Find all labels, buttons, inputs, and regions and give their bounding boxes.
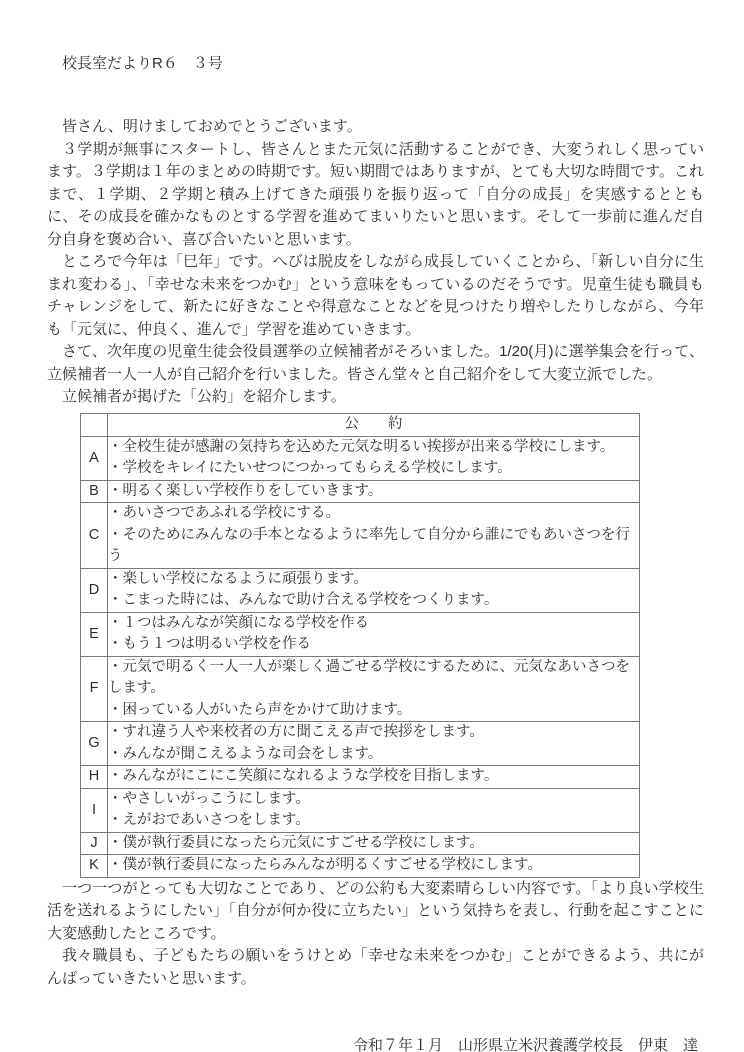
pledge-line: ・１つはみんなが笑顔になる学校を作る [108,614,369,631]
table-row [81,436,640,480]
candidate-label: F [81,656,108,722]
candidate-label: I [81,788,108,832]
pledge-line: ・みんなが聞こえるような司会をします。 [108,745,383,762]
pledge-line: ・全校生徒が感謝の気持ちを込めた元気な明るい挨拶が出来る学校にします。 [108,438,615,455]
pledge-line: ・僕が執行委員になったらみんなが明るくすごせる学校にします。 [108,857,542,873]
candidate-label: K [81,855,108,878]
pledge-cell [108,855,640,878]
pledge-line: ・楽しい学校になるように頑張ります。 [108,570,368,587]
pledge-line: ・学校をキレイにたいせつにつかってもらえる学校にします。 [108,460,512,476]
pledge-line: ・あいさつであふれる学校にする。 [108,505,340,521]
pledge-line: ・やさしいがっこうにします。 [108,790,310,807]
table-row [81,722,640,766]
pledge-cell [108,612,640,656]
candidate-label: J [81,832,108,855]
header-empty-cell [81,413,108,436]
candidate-label: B [81,480,108,503]
pledge-line: ・みんながにこにこ笑顔になれるような学校を目指します。 [108,768,499,784]
pledge-column-header: 公 約 [108,413,640,436]
pledge-cell [108,503,640,569]
pledge-line: ・困っている人がいたら声をかけて助けます。 [108,701,412,718]
candidate-label: G [81,722,108,766]
candidate-label: C [81,503,108,569]
table-row [81,612,640,656]
pledge-cell [108,766,640,789]
table-row [81,832,640,855]
pledge-line: ・すれ違う人や来校者の方に聞こえる声で挨拶をします。 [108,724,484,740]
paragraph-3: さて、次年度の児童生徒会役員選挙の立候補者がそろいました。1/20(月)に選挙集会を行って、立候補者一人一人が自己紹介を行いました。皆さん堂々と自己紹介をして大変立派でした。 [47,343,704,383]
table-row [81,766,640,789]
pledge-line: ・こまった時には、みんなで助け合える学校をつくります。 [108,592,499,608]
signature-line: 令和７年１月 山形県立米沢養護学校長 伊東 達 [352,1037,698,1052]
pledge-cell [108,722,640,766]
pledge-cell [108,832,640,855]
table-row [81,788,640,832]
paragraph-2: ところで今年は「巳年」です。へびは脱皮をしながら成長していくことから、「新しい自分に生まれ変わる」、「幸せな未来をつかむ」という意味をもっているのだそうです。児童生徒も職員もチャレンジをして、新たに好きなことや得意なことなどを見つけたり増やしたりしながら、今年も「元気に、仲良く、進んで」学習を進めていきます。 [47,253,704,338]
pledge-cell [108,788,640,832]
table-row [81,568,640,612]
candidate-label: D [81,568,108,612]
pledge-line: ・元気で明るく一人一人が楽しく過ごせる学校にするために、元気なあいさつをします。 [108,658,630,696]
pledge-cell [108,436,640,480]
table-row [81,855,640,878]
greeting-line: 皆さん、明けましておめでとうございます。 [62,118,362,135]
closing-paragraph-2: 我々職員も、子どもたちの願いをうけとめ「幸せな未来をつかむ」ことができるよう、共にがんばっていきたいと思います。 [47,947,704,987]
pledge-line: ・そのためにみんなの手本となるように率先して自分から誰にでもあいさつを行う [108,526,630,564]
pledge-cell [108,568,640,612]
pledge-line: ・明るく楽しい学校作りをしていきます。 [108,482,383,499]
paragraph-1: ３学期が無事にスタートし、皆さんとまた元気に活動することができ、大変うれしく思っています。３学期は１年のまとめの時期です。短い期間ではありますが、とても大切な時間です。これまで、１学期、２学期と積み上げてきた頑張りを振り返って「自分の成長」を実感するとともに、その成長を確かなものとする学習を進めてまいりたいと思います。そして一歩前に進んだ自分自身を褒め合い、喜び合いたいと思います。 [47,140,704,248]
pledge-table-body [81,436,640,877]
table-row [81,656,640,722]
pledge-line: ・えがおであいさつをします。 [108,812,310,828]
candidate-label: A [81,436,108,480]
table-intro-line: 立候補者が掲げた「公約」を紹介します。 [62,388,346,405]
pledge-cell [108,480,640,503]
pledge-line: ・もう１つは明るい学校を作る [108,636,311,652]
pledge-line: ・僕が執行委員になったら元気にすごせる学校にします。 [108,834,484,851]
candidate-label: E [81,612,108,656]
closing-paragraph-1: 一つ一つがとっても大切なことであり、どの公約も大変素晴らしい内容です。「より良い学校生活を送れるようにしたい」「自分が何か役に立ちたい」という気持ちを表し、行動を起こすことに大変感動したところです。 [47,879,704,942]
table-row [81,503,640,569]
table-row [81,480,640,503]
pledge-cell [108,656,640,722]
candidate-label: H [81,766,108,789]
pledge-table [80,413,640,878]
table-header-row [81,413,640,436]
page-title: 校長室だよりR６ ３号 [62,55,223,72]
